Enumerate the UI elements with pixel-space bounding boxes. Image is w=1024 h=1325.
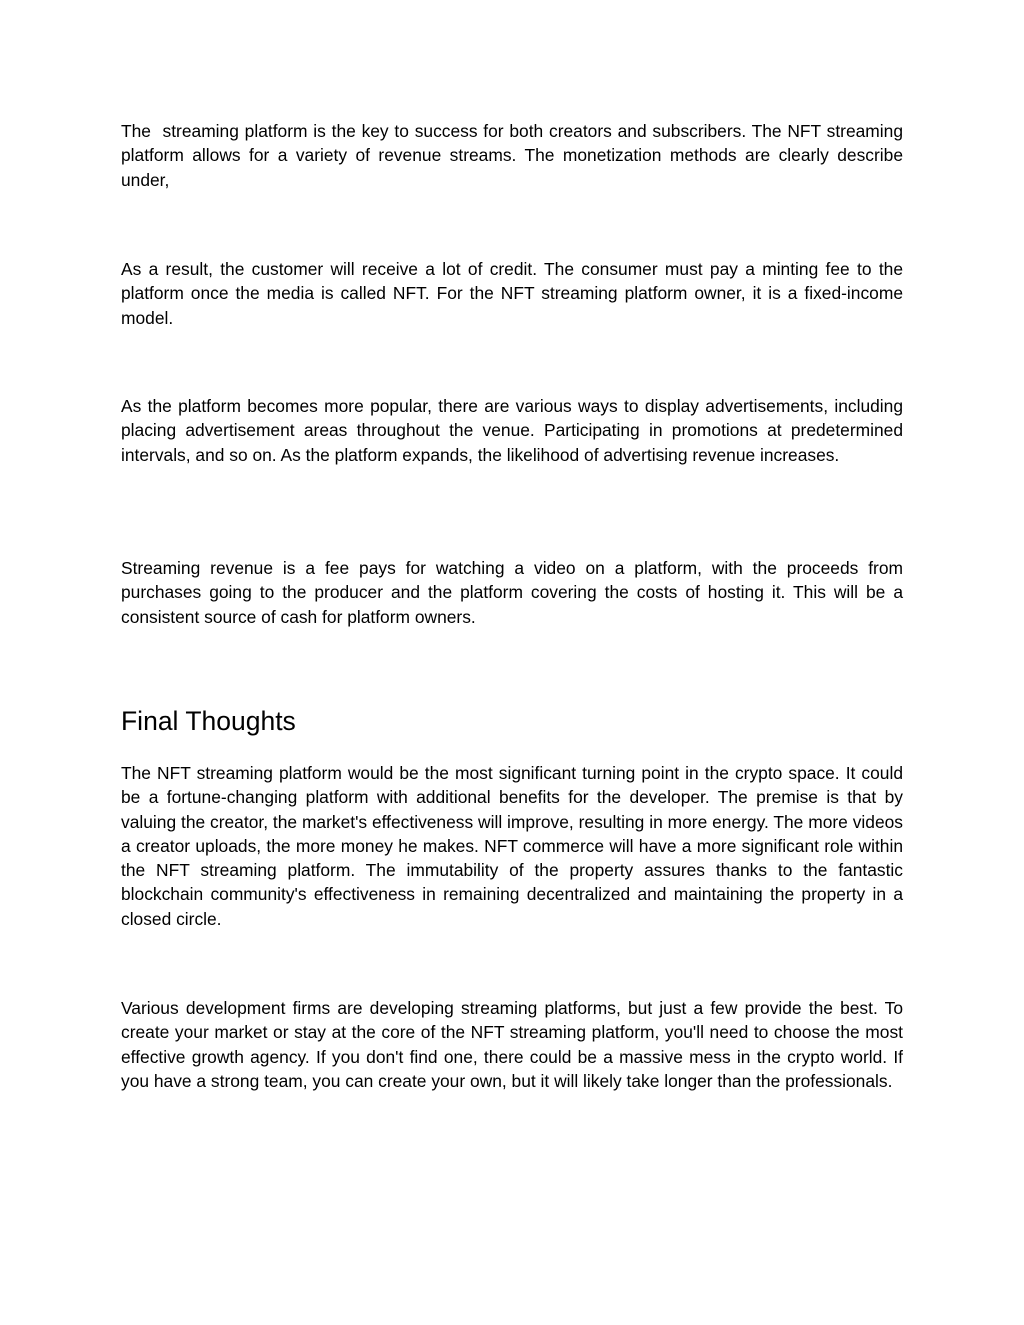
paragraph-streaming-revenue: Streaming revenue is a fee pays for watching a video on a platform, with the proceeds from purchases going to the producer and the platform covering the costs of hosting it. This will be a consistent source of cash for platform owners.	[121, 558, 908, 627]
section-heading-final-thoughts: Final Thoughts	[121, 706, 296, 736]
paragraph-final-thoughts: The NFT streaming platform would be the most significant turning point in the crypto space. It could be a fortune-changing platform with additional benefits for the developer. The premise is that by valuing the creator, the market's effectiveness will improve, resulting in more energy. The more videos a creator uploads, the more money he makes. NFT commerce will have a more significant role within the NFT streaming platform. The immutability of the property assures thanks to the fantastic blockchain community's effectiveness in remaining decentralized and maintaining the property in a closed circle.	[121, 763, 908, 929]
paragraph-development-firms: Various development firms are developing streaming platforms, but just a few provide the best. To create your market or stay at the core of the NFT streaming platform, you'll need to choose the most effective growth agency. If you don't find one, there could be a massive mess in the crypto world. If you have a strong team, you can create your own, but it will likely take longer than the professionals.	[121, 998, 908, 1091]
paragraph-platform-intro: The streaming platform is the key to success for both creators and subscribers. The NFT streaming platform allows for a variety of revenue streams. The monetization methods are clearly describe under,	[121, 121, 908, 190]
paragraph-minting-fee: As a result, the customer will receive a lot of credit. The consumer must pay a minting fee to the platform once the media is called NFT. For the NFT streaming platform owner, it is a fixed-income model.	[121, 259, 908, 328]
document-page	[121, 0, 908, 1325]
paragraph-advertising: As the platform becomes more popular, there are various ways to display advertisements, including placing advertisement areas throughout the venue. Participating in promotions at predetermined intervals, and so on. As the platform expands, the likelihood of advertising revenue increases.	[121, 396, 908, 465]
